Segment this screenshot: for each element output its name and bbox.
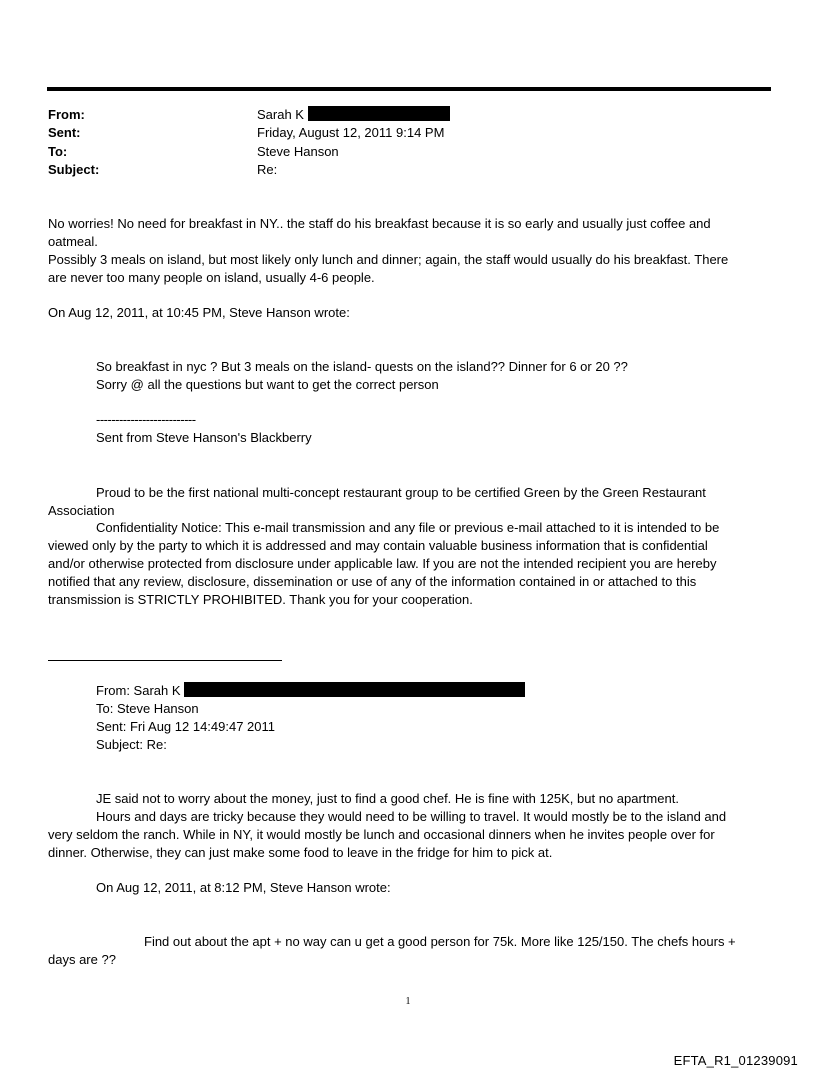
- signature-line: Sent from Steve Hanson's Blackberry: [96, 430, 312, 445]
- inner-body-line: very seldom the ranch. While in NY, it would mostly be lunch and occasional dinners when he invites people over for: [48, 827, 715, 842]
- separator-rule: [48, 660, 282, 661]
- inner-from: From: Sarah K: [96, 683, 181, 698]
- redaction-box: [308, 106, 450, 121]
- quote-intro: On Aug 12, 2011, at 10:45 PM, Steve Hanson wrote:: [48, 305, 350, 320]
- reply-line: oatmeal.: [48, 234, 98, 249]
- inner-body-line: dinner. Otherwise, they can just make some food to leave in the fridge for him to pick at.: [48, 845, 553, 860]
- confidentiality-line: viewed only by the party to which it is addressed and may contain valuable business information that is confidential: [48, 538, 708, 553]
- notice-line: Association: [48, 503, 115, 518]
- from-value: Sarah K: [257, 107, 304, 122]
- inner-sent: Sent: Fri Aug 12 14:49:47 2011: [96, 719, 276, 734]
- confidentiality-line: Confidentiality Notice: This e-mail transmission and any file or previous e-mail attached to it is intended to be: [96, 520, 720, 535]
- redaction-box: [184, 682, 525, 697]
- page-number: 1: [405, 996, 411, 1007]
- sent-value: Friday, August 12, 2011 9:14 PM: [257, 125, 445, 140]
- inner-to: To: Steve Hanson: [96, 701, 199, 716]
- quoted-line: So breakfast in nyc ? But 3 meals on the island- quests on the island?? Dinner for 6 or 20 ??: [96, 359, 628, 374]
- inner-quote-intro: On Aug 12, 2011, at 8:12 PM, Steve Hanson wrote:: [96, 880, 391, 895]
- confidentiality-line: transmission is STRICTLY PROHIBITED. Thank you for your cooperation.: [48, 592, 473, 607]
- confidentiality-line: and/or otherwise protected from disclosure under applicable law. If you are not the intended recipient you are hereby: [48, 556, 717, 571]
- to-label: To:: [48, 144, 68, 159]
- header-rule: [47, 87, 771, 91]
- reply-line: Possibly 3 meals on island, but most likely only lunch and dinner; again, the staff would usually do his breakfast. There: [48, 252, 729, 267]
- confidentiality-line: notified that any review, disclosure, dissemination or use of any of the information contained in or attached to this: [48, 574, 697, 589]
- quoted-line: days are ??: [48, 952, 116, 967]
- notice-line: Proud to be the first national multi-concept restaurant group to be certified Green by the Green Restaurant: [96, 485, 706, 500]
- sent-label: Sent:: [48, 125, 81, 140]
- quoted-line: Find out about the apt + no way can u get a good person for 75k. More like 125/150. The chefs hours +: [144, 934, 736, 949]
- quoted-line: Sorry @ all the questions but want to get the correct person: [96, 377, 439, 392]
- to-value: Steve Hanson: [257, 144, 339, 159]
- inner-body-line: Hours and days are tricky because they would need to be willing to travel. It would mostly be to the island and: [96, 809, 727, 824]
- subject-value: Re:: [257, 162, 278, 177]
- signature-separator: --------------------------: [96, 412, 196, 427]
- document-id: EFTA_R1_01239091: [673, 1053, 798, 1068]
- reply-line: are never too many people on island, usually 4-6 people.: [48, 270, 375, 285]
- from-label: From:: [48, 107, 85, 122]
- inner-body-line: JE said not to worry about the money, just to find a good chef. He is fine with 125K, but no apartment.: [96, 791, 679, 806]
- reply-line: No worries! No need for breakfast in NY.. the staff do his breakfast because it is so early and usually just coffee and: [48, 216, 711, 231]
- inner-subject: Subject: Re:: [96, 737, 167, 752]
- subject-label: Subject:: [48, 162, 100, 177]
